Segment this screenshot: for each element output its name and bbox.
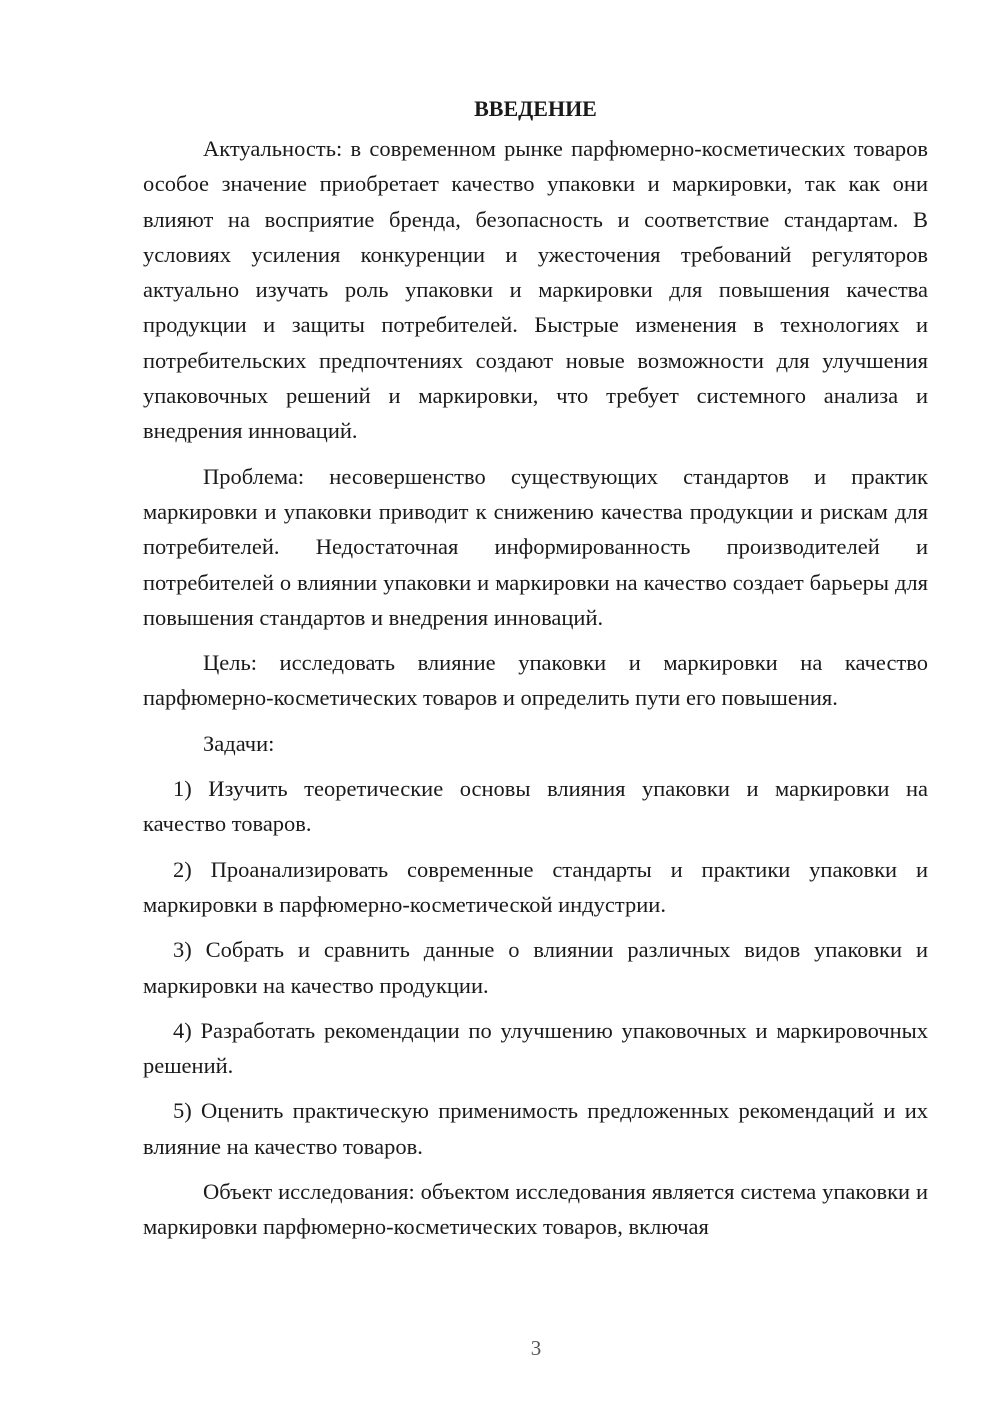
paragraph-problem: Проблема: несовершенство существующих стандартов и практик маркировки и упаковки приводит к снижению качества продукции и рискам для потребителей. Недостаточная информированность производителей и потребителей о влиянии упаковки и маркировки на качество создает барьеры для повышения стандартов и внедрения инноваций.	[143, 463, 928, 630]
tasks-label: Задачи:	[203, 730, 275, 756]
task-item-2: 2) Проанализировать современные стандарты и практики упаковки и маркировки в парфюмерно-косметической индустрии.	[143, 856, 928, 917]
task-item-4: 4) Разработать рекомендации по улучшению упаковочных и маркировочных решений.	[143, 1017, 928, 1079]
page-number: 3	[530, 1336, 542, 1360]
task-item-3: 3) Собрать и сравнить данные о влиянии различных видов упаковки и маркировки на качество продукции.	[143, 937, 928, 998]
task-item-5: 5) Оценить практическую применимость предложенных рекомендаций и их влияние на качество товаров.	[143, 1098, 928, 1159]
paragraph-goal: Цель: исследовать влияние упаковки и маркировки на качество парфюмерно-косметических товаров и определить пути его повышения.	[143, 650, 928, 711]
page-content	[143, 92, 928, 1255]
paragraph-object: Объект исследования: объектом исследования является система упаковки и маркировки парфюмерно-косметических товаров, включая	[143, 1179, 928, 1240]
section-heading: ВВЕДЕНИЕ	[474, 96, 597, 121]
task-item-1: 1) Изучить теоретические основы влияния упаковки и маркировки на качество товаров.	[143, 776, 928, 837]
paragraph-relevance: Актуальность: в современном рынке парфюмерно-косметических товаров особое значение приобретает качество упаковки и маркировки, так как они влияют на восприятие бренда, безопасность и соответствие стандартам. В условиях усиления конкуренции и ужесточения требований регуляторов актуально изучать роль упаковки и маркировки для повышения качества продукции и защиты потребителей. Быстрые изменения в технологиях и потребительских предпочтениях создают новые возможности для улучшения упаковочных решений и маркировки, что требует системного анализа и внедрения инноваций.	[143, 136, 928, 444]
